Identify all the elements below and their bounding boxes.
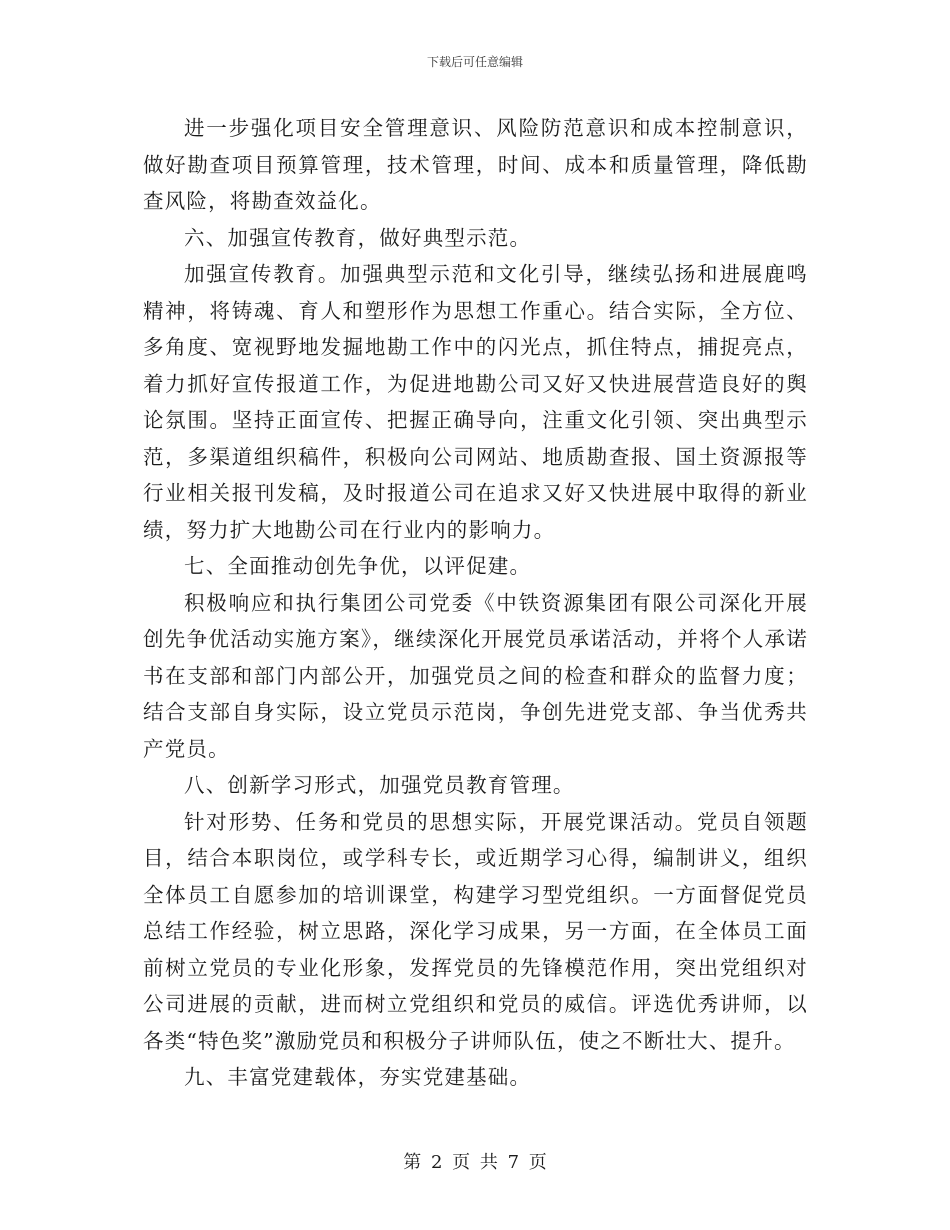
section-heading-learning: 八、创新学习形式，加强党员教育管理。: [184, 773, 575, 797]
page-header-note: 下载后可任意编辑: [426, 55, 523, 69]
section-heading-party-building: 九、丰富党建载体，夯实党建基础。: [184, 1065, 532, 1089]
paragraph-excellence: 积极响应和执行集团公司党委《中铁资源集团有限公司深化开展创先争优活动实施方案》，继续深化开展党员承诺活动，并将个人承诺书在支部和部门内部公开，加强党员之间的检查和群众的监督力度；结合支部自身实际，设立党员示范岗，争创先进党支部、争当优秀共产党员。: [143, 590, 808, 761]
section-heading-excellence: 七、全面推动创先争优，以评促建。: [184, 554, 532, 578]
page-number-footer: 第 2 页 共 7 页: [403, 1152, 547, 1173]
document-body: [143, 110, 808, 1096]
section-heading-publicity: 六、加强宣传教育，做好典型示范。: [184, 225, 532, 250]
paragraph-publicity: 加强宣传教育。加强典型示范和文化引导，继续弘扬和进展鹿鸣精神，将铸魂、育人和塑形作为思想工作重心。结合实际，全方位、多角度、宽视野地发掘地勘工作中的闪光点，抓住特点，捕捉亮点，着力抓好宣传报道工作，为促进地勘公司又好又快进展营造良好的舆论氛围。坚持正面宣传、把握正确导向，注重文化引领、突出典型示范，多渠道组织稿件，积极向公司网站、地质勘查报、国土资源报等行业相关报刊发稿，及时报道公司在追求又好又快进展中取得的新业绩，努力扩大地勘公司在行业内的影响力。: [143, 262, 808, 542]
paragraph-risk-management: 进一步强化项目安全管理意识、风险防范意识和成本控制意识，做好勘查项目预算管理，技术管理，时间、成本和质量管理，降低勘查风险，将勘查效益化。: [143, 116, 808, 213]
paragraph-learning: 针对形势、任务和党员的思想实际，开展党课活动。党员自领题目，结合本职岗位，或学科专长，或近期学习心得，编制讲义，组织全体员工自愿参加的培训课堂，构建学习型党组织。一方面督促党员总结工作经验，树立思路，深化学习成果，另一方面，在全体员工面前树立党员的专业化形象，发挥党员的先锋模范作用，突出党组织对公司进展的贡献，进而树立党组织和党员的威信。评选优秀讲师，以各类“特色奖”激励党员和积极分子讲师队伍，使之不断壮大、提升。: [143, 809, 808, 1053]
